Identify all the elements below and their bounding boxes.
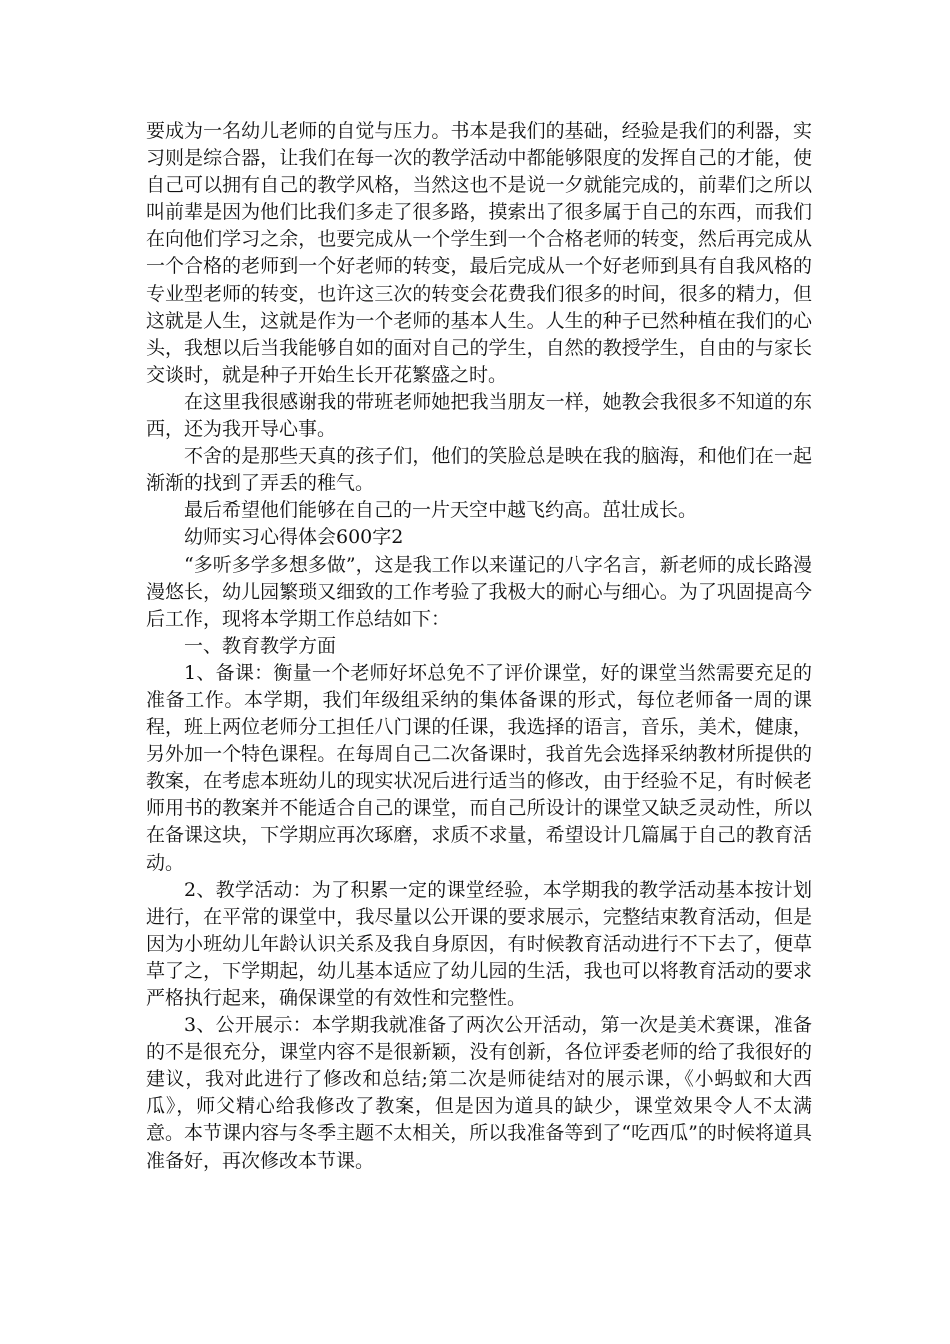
paragraph-intro: “多听多学多想多做”，这是我工作以来谨记的八字名言，新老师的成长路漫漫悠长，幼儿园繁琐又细致的工作考验了我极大的耐心与细心。为了巩固提高今后工作，现将本学期工作总结如下： xyxy=(146,553,812,630)
item-teaching-activities: 2、教学活动：为了积累一定的课堂经验，本学期我的教学活动基本按计划进行，在平常的课堂中，我尽量以公开课的要求展示，完整结束教育活动，但是因为小班幼儿年龄认识关系及我自身原因，有时候教育活动进行不下去了，便草草了之，下学期起，幼儿基本适应了幼儿园的生活，我也可以将教育活动的要求严格执行起来，确保课堂的有效性和完整性。 xyxy=(146,878,812,1009)
paragraph-thanks: 在这里我很感谢我的带班老师她把我当朋友一样，她教会我很多不知道的东西，还为我开导心事。 xyxy=(146,390,812,441)
document-body xyxy=(146,118,812,1175)
item-lesson-prep: 1、备课：衡量一个老师好坏总免不了评价课堂，好的课堂当然需要充足的准备工作。本学期，我们年级组采纳的集体备课的形式，每位老师备一周的课程，班上两位老师分工担任八门课的任课，我选择的语言，音乐，美术，健康，另外加一个特色课程。在每周自己二次备课时，我首先会选择采纳教材所提供的教案，在考虑本班幼儿的现实状况后进行适当的修改，由于经验不足，有时候老师用书的教案并不能适合自己的课堂，而自己所设计的课堂又缺乏灵动性，所以在备课这块，下学期应再次琢磨，求质不求量，希望设计几篇属于自己的教育活动。 xyxy=(146,661,812,874)
paragraph-wish: 最后希望他们能够在自己的一片天空中越飞约高。茁壮成长。 xyxy=(184,499,698,522)
paragraph-children: 不舍的是那些天真的孩子们，他们的笑脸总是映在我的脑海，和他们在一起渐渐的找到了弄丢的稚气。 xyxy=(146,445,812,495)
item-public-demo: 3、公开展示：本学期我就准备了两次公开活动，第一次是美术赛课，准备的不是很充分，课堂内容不是很新颖，没有创新，各位评委老师的给了我很好的建议，我对此进行了修改和总结;第二次是师徒结对的展示课，《小蚂蚁和大西瓜》，师父精心给我修改了教案，但是因为道具的缺少，课堂效果令人不太满意。本节课内容与冬季主题不太相关，所以我准备等到了“吃西瓜”的时候将道具准备好，再次修改本节课。 xyxy=(146,1014,812,1172)
essay-title-2: 幼师实习心得体会600字2 xyxy=(184,526,404,549)
paragraph-continued: 要成为一名幼儿老师的自觉与压力。书本是我们的基础，经验是我们的利器，实习则是综合器，让我们在每一次的教学活动中都能够限度的发挥自己的才能，使自己可以拥有自己的教学风格，当然这也不是说一夕就能完成的，前辈们之所以叫前辈是因为他们比我们多走了很多路，摸索出了很多属于自己的东西，而我们在向他们学习之余，也要完成从一个学生到一个合格老师的转变，然后再完成从一个合格的老师到一个好老师的转变，最后完成从一个好老师到具有自我风格的专业型老师的转变，也许这三次的转变会花费我们很多的时间，很多的精力，但这就是人生，这就是作为一个老师的基本人生。人生的种子已然种植在我们的心头，我想以后当我能够自如的面对自己的学生，自然的教授学生，自由的与家长交谈时，就是种子开始生长开花繁盛之时。 xyxy=(146,120,812,386)
section-heading-teaching: 一、教育教学方面 xyxy=(184,634,337,657)
